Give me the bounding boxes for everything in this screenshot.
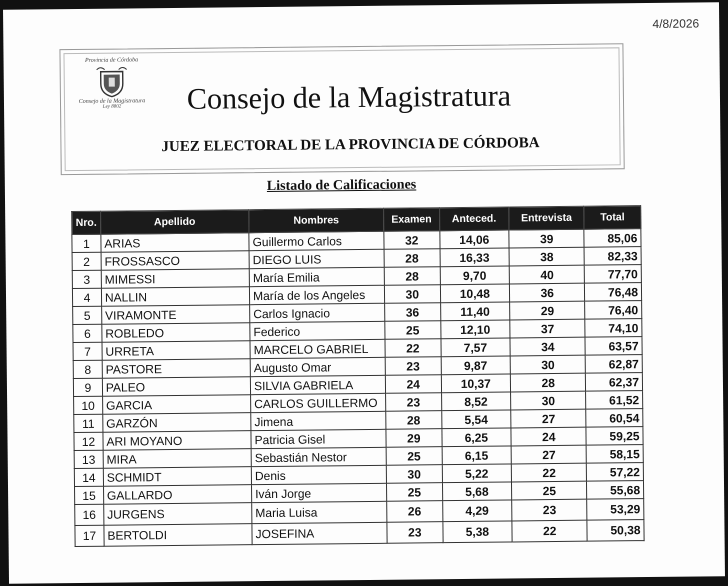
row-anteced-cell: 10,48: [440, 284, 510, 303]
row-apellido-cell: NALLIN: [101, 287, 249, 307]
row-total-cell: 85,06: [584, 229, 641, 248]
row-nombres-cell: DIEGO LUIS: [249, 249, 384, 268]
row-total-cell: 55,68: [587, 481, 644, 500]
row-entrevista-cell: 40: [509, 265, 585, 284]
row-entrevista-cell: 30: [511, 391, 587, 410]
row-anteced-cell: 10,37: [441, 374, 511, 393]
row-nombres-cell: SILVIA GABRIELA: [250, 375, 385, 394]
row-examen-cell: 30: [386, 465, 442, 484]
list-title: Listado de Calificaciones: [266, 177, 417, 195]
row-total-cell: 63,57: [585, 337, 642, 356]
row-anteced-cell: 5,38: [443, 521, 513, 543]
row-anteced-cell: 5,22: [442, 464, 512, 483]
row-examen-cell: 36: [385, 303, 441, 322]
row-number-cell: 17: [75, 525, 104, 546]
row-total-cell: 76,40: [585, 301, 642, 320]
row-examen-cell: 25: [385, 321, 441, 340]
row-examen-cell: 28: [384, 267, 440, 286]
row-total-cell: 76,48: [585, 283, 642, 302]
row-total-cell: 59,25: [586, 427, 643, 446]
row-apellido-cell: VIRAMONTE: [102, 305, 250, 325]
row-nombres-cell: Carlos Ignacio: [250, 303, 385, 322]
row-nombres-cell: Jimena: [251, 411, 386, 430]
row-total-cell: 62,87: [586, 355, 643, 374]
row-apellido-cell: PASTORE: [102, 359, 250, 379]
row-total-cell: 62,37: [586, 373, 643, 392]
row-anteced-cell: 9,70: [440, 266, 510, 285]
row-anteced-cell: 5,54: [441, 410, 511, 429]
coat-of-arms-icon: [95, 65, 129, 97]
seal-bottom-text: Ley 8802: [102, 104, 122, 110]
row-number-cell: 9: [73, 378, 102, 396]
column-header-nro: Nro.: [72, 211, 101, 234]
row-number-cell: 14: [74, 468, 103, 486]
row-apellido-cell: MIRA: [103, 449, 251, 469]
row-total-cell: 61,52: [586, 391, 643, 410]
row-apellido-cell: SCHMIDT: [103, 467, 251, 487]
row-anteced-cell: 4,29: [442, 500, 512, 522]
row-total-cell: 57,22: [587, 463, 644, 482]
row-examen-cell: 26: [387, 501, 443, 523]
row-entrevista-cell: 39: [509, 229, 585, 248]
row-nombres-cell: JOSEFINA: [252, 522, 387, 544]
seal-top-text: Provincia de Córdoba: [84, 57, 139, 64]
row-apellido-cell: GALLARDO: [103, 485, 251, 505]
row-entrevista-cell: 24: [511, 427, 587, 446]
page-subtitle: JUEZ ELECTORAL DE LA PROVINCIA DE CÓRDOBA: [161, 135, 540, 156]
row-anteced-cell: 9,87: [441, 356, 511, 375]
row-anteced-cell: 6,25: [442, 428, 512, 447]
page-title: Consejo de la Magistratura: [186, 79, 512, 116]
row-total-cell: 53,29: [587, 499, 644, 521]
row-nombres-cell: Maria Luisa: [252, 501, 387, 523]
row-apellido-cell: MIMESSI: [101, 269, 249, 289]
row-nombres-cell: Patricia Gisel: [251, 429, 386, 448]
row-number-cell: 13: [74, 450, 103, 468]
row-examen-cell: 23: [387, 522, 443, 544]
row-examen-cell: 23: [385, 393, 441, 412]
column-header-entrevista: Entrevista: [509, 206, 585, 230]
row-anteced-cell: 5,68: [442, 482, 512, 501]
row-apellido-cell: JURGENS: [104, 503, 252, 526]
row-anteced-cell: 8,52: [441, 392, 511, 411]
row-nombres-cell: MARCELO GABRIEL: [250, 339, 385, 358]
row-anteced-cell: 16,33: [440, 248, 510, 267]
row-number-cell: 5: [73, 306, 102, 324]
column-header-examen: Examen: [384, 208, 440, 232]
row-entrevista-cell: 30: [510, 355, 586, 374]
row-apellido-cell: FROSSASCO: [101, 251, 249, 271]
grades-table: [71, 205, 644, 547]
column-header-nombres: Nombres: [249, 208, 384, 232]
row-total-cell: 77,70: [585, 265, 642, 284]
row-number-cell: 11: [74, 414, 103, 432]
row-nombres-cell: María Emilia: [249, 267, 384, 286]
document-page: [3, 2, 725, 583]
row-number-cell: 2: [72, 252, 101, 270]
row-anteced-cell: 6,15: [442, 446, 512, 465]
row-apellido-cell: PALEO: [102, 377, 250, 397]
row-anteced-cell: 14,06: [439, 230, 509, 249]
column-header-apellido: Apellido: [101, 210, 249, 235]
row-entrevista-cell: 22: [512, 520, 588, 542]
seal-middle-text: Consejo de la Magistratura: [78, 98, 146, 105]
row-number-cell: 6: [73, 324, 102, 342]
row-apellido-cell: ROBLEDO: [102, 323, 250, 343]
row-apellido-cell: URRETA: [102, 341, 250, 361]
row-number-cell: 10: [74, 396, 103, 414]
row-examen-cell: 29: [386, 429, 442, 448]
row-number-cell: 4: [72, 288, 101, 306]
row-number-cell: 8: [73, 360, 102, 378]
row-total-cell: 60,54: [586, 409, 643, 428]
coat-of-arms-seal: [77, 57, 148, 128]
row-entrevista-cell: 29: [510, 301, 586, 320]
row-entrevista-cell: 23: [512, 499, 588, 521]
capture-date: 4/8/2026: [652, 16, 700, 31]
row-total-cell: 58,15: [587, 445, 644, 464]
row-apellido-cell: GARZÓN: [103, 413, 251, 433]
row-entrevista-cell: 22: [511, 463, 587, 482]
row-nombres-cell: Guillermo Carlos: [249, 231, 384, 250]
row-examen-cell: 32: [384, 231, 440, 250]
row-number-cell: 12: [74, 432, 103, 450]
letterhead-box: [59, 43, 624, 175]
row-number-cell: 15: [75, 486, 104, 504]
row-nombres-cell: Denis: [251, 465, 386, 484]
row-entrevista-cell: 27: [511, 445, 587, 464]
row-number-cell: 16: [75, 504, 104, 525]
row-anteced-cell: 7,57: [441, 338, 511, 357]
row-apellido-cell: BERTOLDI: [104, 524, 252, 547]
row-number-cell: 3: [72, 270, 101, 288]
row-examen-cell: 22: [385, 339, 441, 358]
row-entrevista-cell: 38: [509, 247, 585, 266]
row-number-cell: 7: [73, 342, 102, 360]
row-apellido-cell: ARIAS: [101, 233, 249, 253]
column-header-anteced: Anteced.: [439, 207, 509, 231]
row-apellido-cell: GARCIA: [102, 395, 250, 415]
row-nombres-cell: CARLOS GUILLERMO: [251, 393, 386, 412]
row-entrevista-cell: 25: [512, 481, 588, 500]
column-header-total: Total: [584, 206, 641, 230]
row-entrevista-cell: 36: [509, 283, 585, 302]
row-entrevista-cell: 28: [510, 373, 586, 392]
row-nombres-cell: Sebastián Nestor: [251, 447, 386, 466]
row-number-cell: 1: [72, 234, 101, 252]
row-total-cell: 50,38: [587, 520, 644, 542]
row-entrevista-cell: 34: [510, 337, 586, 356]
row-total-cell: 82,33: [585, 247, 642, 266]
row-examen-cell: 28: [386, 411, 442, 430]
row-examen-cell: 25: [386, 483, 442, 502]
row-total-cell: 74,10: [585, 319, 642, 338]
row-nombres-cell: Augusto Omar: [250, 357, 385, 376]
row-examen-cell: 24: [385, 375, 441, 394]
row-examen-cell: 30: [384, 285, 440, 304]
row-entrevista-cell: 27: [511, 409, 587, 428]
row-examen-cell: 28: [384, 249, 440, 268]
row-nombres-cell: Federico: [250, 321, 385, 340]
row-examen-cell: 25: [386, 447, 442, 466]
row-apellido-cell: ARI MOYANO: [103, 431, 251, 451]
row-nombres-cell: Iván Jorge: [252, 483, 387, 502]
row-entrevista-cell: 37: [510, 319, 586, 338]
row-nombres-cell: María de los Angeles: [249, 285, 384, 304]
row-anteced-cell: 12,10: [440, 320, 510, 339]
row-examen-cell: 23: [385, 357, 441, 376]
row-anteced-cell: 11,40: [440, 302, 510, 321]
